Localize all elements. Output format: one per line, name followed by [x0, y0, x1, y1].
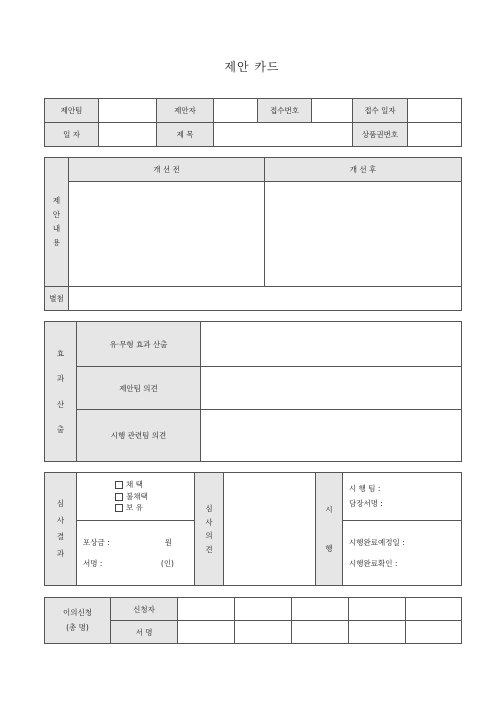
checkbox-icon[interactable] — [115, 481, 123, 489]
team-opinion-field[interactable] — [201, 367, 462, 410]
exec-team-label: 시 행 팀 : — [349, 484, 381, 494]
checkbox-icon[interactable] — [115, 504, 123, 512]
exec-side-label: 시 행 — [316, 473, 343, 586]
prize-label: 포상금 : — [83, 538, 110, 547]
effect-side-label: 효 과 산 출 — [45, 322, 77, 462]
applicant-label: 신청자 — [111, 598, 178, 621]
proposer-label: 제안자 — [157, 99, 214, 123]
signature-field-2[interactable] — [235, 621, 292, 644]
applicant-field-2[interactable] — [235, 598, 292, 621]
planned-date-label: 시행완료예정일 : — [349, 538, 405, 547]
effect-calc-field[interactable] — [201, 322, 462, 367]
award-no-field[interactable] — [408, 123, 462, 147]
content-side-label: 제 안 내 용 — [45, 158, 69, 287]
applicant-field-4[interactable] — [349, 598, 406, 621]
applicant-field-3[interactable] — [292, 598, 349, 621]
content-table — [44, 157, 462, 311]
exec-team-cell — [343, 473, 462, 521]
effect-table — [44, 321, 462, 462]
attachment-field[interactable] — [69, 287, 462, 311]
page-title: 제안 카드 — [224, 60, 280, 74]
appeal-label: 이의신청 (총 명) — [45, 598, 111, 644]
prize-unit: 원 — [164, 538, 172, 547]
appeal-table — [44, 597, 462, 644]
opinion-side-label: 심 사 의 견 — [195, 473, 224, 586]
completion-confirm-label: 시행완료확인 : — [349, 559, 398, 568]
exec-team-opinion-field[interactable] — [201, 410, 462, 462]
proposer-field[interactable] — [214, 99, 258, 123]
sign-mark: (인) — [160, 559, 174, 568]
after-area[interactable] — [265, 182, 462, 287]
proposal-team-field[interactable] — [99, 99, 157, 123]
effect-calc-label: 유·무형 효과 산출 — [77, 322, 201, 367]
applicant-field-1[interactable] — [178, 598, 235, 621]
option-reject[interactable]: 불채택 — [115, 491, 194, 503]
signature-label: 서 명 — [111, 621, 178, 644]
receipt-date-field[interactable] — [408, 99, 462, 123]
date-field[interactable] — [99, 123, 157, 147]
review-options — [77, 473, 195, 521]
subject-label: 제 목 — [157, 123, 214, 147]
checkbox-icon[interactable] — [115, 493, 123, 501]
receipt-no-label: 접수번호 — [258, 99, 312, 123]
receipt-date-label: 접수 일자 — [353, 99, 408, 123]
after-header: 개 선 후 — [265, 158, 462, 182]
before-header: 개 선 전 — [69, 158, 265, 182]
team-opinion-label: 제안팀 의견 — [77, 367, 201, 410]
review-side-label: 심 사 결 과 — [45, 473, 77, 586]
option-hold[interactable]: 보 유 — [115, 502, 194, 514]
signature-field-4[interactable] — [349, 621, 406, 644]
receipt-no-field[interactable] — [312, 99, 353, 123]
date-label: 일 자 — [45, 123, 99, 147]
header-table — [44, 98, 462, 147]
applicant-field-5[interactable] — [406, 598, 462, 621]
review-table — [44, 472, 462, 586]
signature-field-1[interactable] — [178, 621, 235, 644]
review-opinion-field[interactable] — [224, 473, 316, 586]
sign-label: 서명 : — [83, 559, 103, 568]
option-adopt[interactable]: 채 택 — [115, 479, 194, 491]
exec-completion-cell — [343, 521, 462, 586]
award-no-label: 상품권번호 — [353, 123, 408, 147]
before-area[interactable] — [69, 182, 265, 287]
proposal-team-label: 제안팀 — [45, 99, 99, 123]
attachment-label: 별첨 — [45, 287, 69, 311]
signature-field-5[interactable] — [406, 621, 462, 644]
subject-field[interactable] — [214, 123, 353, 147]
exec-team-opinion-label: 시행 관련팀 의견 — [77, 410, 201, 462]
manager-sign-label: 담장서명 : — [349, 498, 383, 508]
signature-field-3[interactable] — [292, 621, 349, 644]
prize-cell — [77, 521, 195, 586]
